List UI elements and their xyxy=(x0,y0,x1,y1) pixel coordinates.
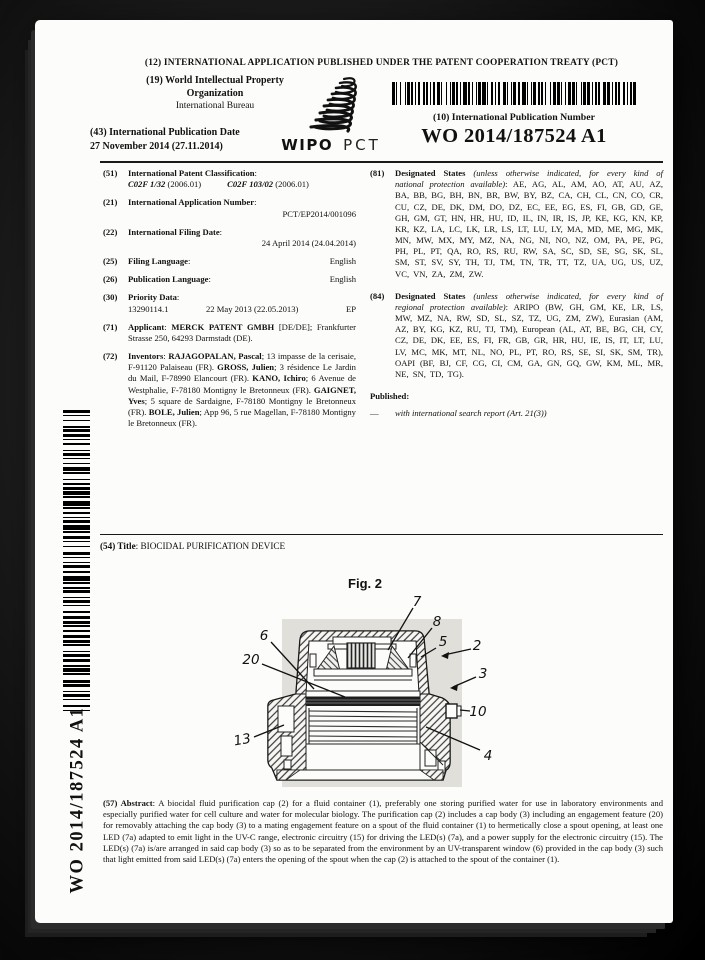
ref-numeral-2: 2 xyxy=(472,638,482,654)
wipo-swirl-icon xyxy=(300,75,362,133)
published-item-text: with international search report (Art. 21(3)) xyxy=(395,408,547,419)
field-72-number: (72) xyxy=(103,351,118,362)
field-84-number: (84) xyxy=(370,290,385,301)
wipo-wordmark: WIPO xyxy=(281,136,334,154)
inventors-text: Inventors: RAJAGOPALAN, Pascal; 13 impasse de la cerisaie, F-91120 Palaiseau (FR). GROSS, Julien; 3 résidence Le Jardin du Mail, F-78990 Elancourt (FR). KANO, Ichiro; 6 Avenue de Westphalie, F-78180 Montigny le Bretonneux (FR). GAIGNET, Yves; 5 square de Sardaigne, F-78180 Montigny le Bretonneux (FR). BOLE, Julien; App 96, 5 rue Magellan, F-78180 Montigny le Bretonneux (FR). xyxy=(128,351,356,429)
application-number: PCT/EP2014/001096 xyxy=(282,208,356,219)
field-21-label: International Application Number: xyxy=(128,197,257,208)
barcode-image xyxy=(392,82,636,105)
publication-language: English xyxy=(329,274,356,285)
publication-number-label: (10) International Publication Number xyxy=(433,112,595,123)
field-25-number: (25) xyxy=(103,256,118,267)
field-51-label: International Patent Classification: xyxy=(128,168,257,178)
field-84 xyxy=(370,291,663,380)
ref-numeral-13: 13 xyxy=(232,730,253,750)
field-51-number: (51) xyxy=(103,168,118,178)
field-21-number: (21) xyxy=(103,197,118,208)
header-divider xyxy=(100,161,663,163)
applicant-text: Applicant: MERCK PATENT GMBH [DE/DE]; Frankfurter Strasse 250, 64293 Darmstadt (DE). xyxy=(128,321,357,343)
pct-treaty-line: (12) INTERNATIONAL APPLICATION PUBLISHED UNDER THE PATENT COOPERATION TREATY (PCT) xyxy=(144,58,619,68)
ref-numeral-7: 7 xyxy=(412,594,422,610)
field-22-number: (22) xyxy=(103,226,118,237)
published-item-dash: — xyxy=(370,408,379,419)
pct-wordmark: PCT xyxy=(343,136,381,154)
title-section xyxy=(100,534,663,551)
field-71 xyxy=(103,322,356,344)
publication-date-label: (43) International Publication Date xyxy=(90,127,240,139)
priority-application-number: 13290114.1 xyxy=(128,303,169,314)
header-right-block xyxy=(357,82,671,148)
designated-states-regional: Designated States (unless otherwise indicated, for every kind of regional protection available): ARIPO (BW, GH, GM, KE, LR, LS, MW, MZ, NA, RW, SD, SL, SZ, TZ, UG, ZM, ZW), Eurasian (AM, AZ, BY, KG, KZ, RU, TJ, TM), European (AL, AT, BE, BG, CH, CY, CZ, DE, DK, EE, ES, FI, FR, GB, GR, HR, HU, IE, IS, IT, LT, LU, LV, MC, MK, MT, NL, NO, PL, PT, RO, RS, SE, SI, SK, SM, TR), OAPI (BF, BJ, CF, CG, CI, CM, GA, GN, GQ, GW, KM, ML, MR, NE, SN, TD, TG). xyxy=(395,290,663,379)
ref-numeral-4: 4 xyxy=(483,748,493,764)
right-column xyxy=(370,168,663,436)
invention-title: (54) Title: BIOCIDAL PURIFICATION DEVICE xyxy=(100,541,286,551)
publication-number: WO 2014/187524 A1 xyxy=(421,125,607,147)
sidebar-publication-number: WO 2014/187524 A1 xyxy=(67,706,88,894)
international-bureau-label: International Bureau xyxy=(175,101,255,111)
field-81 xyxy=(370,168,663,280)
field-25-label: Filing Language: xyxy=(128,256,191,267)
field-26 xyxy=(103,274,356,285)
publication-date-value: 27 November 2014 (27.11.2014) xyxy=(90,140,223,152)
ref-numeral-20: 20 xyxy=(242,652,260,668)
field-25 xyxy=(103,256,356,267)
field-72 xyxy=(103,351,356,429)
filing-date: 24 April 2014 (24.04.2014) xyxy=(261,237,356,248)
ipc-class-a: C02F 1/32 (2006.01) xyxy=(128,179,202,190)
field-26-number: (26) xyxy=(103,274,118,285)
published-label: Published: xyxy=(370,391,410,402)
field-22-label: International Filing Date: xyxy=(128,226,223,237)
ref-numeral-3: 3 xyxy=(478,666,488,682)
field-71-number: (71) xyxy=(103,321,118,332)
field-30-label: Priority Data: xyxy=(128,292,180,303)
priority-date: 22 May 2013 (22.05.2013) xyxy=(206,303,299,314)
filing-language: English xyxy=(329,256,356,267)
ref-numeral-5: 5 xyxy=(438,634,448,650)
field-81-number: (81) xyxy=(370,168,385,178)
org-name-line2: Organization xyxy=(186,87,244,99)
figure-drawing xyxy=(230,594,500,794)
field-21 xyxy=(103,197,356,219)
figure-caption: Fig. 2 xyxy=(348,576,382,591)
org-name-line1: (19) World Intellectual Property xyxy=(146,75,284,86)
field-30-number: (30) xyxy=(103,292,118,303)
field-30 xyxy=(103,292,356,314)
priority-office: EP xyxy=(345,303,356,314)
ipc-class-b: C02F 103/02 (2006.01) xyxy=(227,179,309,190)
field-26-label: Publication Language: xyxy=(128,274,211,285)
left-column xyxy=(103,168,356,436)
field-51 xyxy=(103,168,356,190)
cap-cross-section-drawing xyxy=(230,594,500,794)
abstract-text: (57) Abstract: A biocidal fluid purification cap (2) for a fluid container (1), preferably one storing purified water for use in laboratory environments and especially purified water for cell culture and water for molecular biology. The purification cap (2) includes a cap body (3) including an engagement feature (20) for removably attaching the cap body (3) to a mating engagement feature on a spout of the fluid container (1) to hermetically close a spout opening, at least one LED (7a) adapted to emit light in the UV-C range, electronic circuitry (15) for driving the LED(s) (7a), and a power supply for the electronic circuitry (15). The LED(s) (7a) is/are arranged in said cap body (3) so as to be separated from the environment by an UV-transparent window (6) provided in the cap body (3) such that light emitted from said LED(s) (7a) enters the opening of the spout when the cap (2) is attached to the spout of the container (1). xyxy=(103,798,663,864)
published-block xyxy=(370,391,663,419)
bibliographic-columns xyxy=(103,168,663,436)
designated-states-national: Designated States (unless otherwise indicated, for every kind of national protection available): AE, AG, AL, AM, AO, AT, AU, AZ, BA, BB, BG, BH, BN, BR, BW, BY, BZ, CA, CH, CL, CN, CO, CR, CU, CZ, DE, DK, DM, DO, DZ, EC, EE, EG, ES, FI, GB, GD, GE, GH, GM, GT, HN, HR, HU, ID, IL, IN, IR, IS, JP, KE, KG, KN, KP, KR, KZ, LA, LC, LK, LR, LS, LT, LU, LY, MA, MD, ME, MG, MK, MN, MW, MX, MY, MZ, NA, NG, NI, NO, NZ, OM, PA, PE, PG, PH, PL, PT, QA, RO, RS, RU, RW, SA, SC, SD, SE, SG, SK, SL, SM, ST, SV, SY, TH, TJ, TM, TN, TR, TT, TZ, UA, UG, US, UZ, VC, VN, ZA, ZM, ZW. xyxy=(395,168,663,279)
field-22 xyxy=(103,227,356,249)
patent-front-page xyxy=(35,20,673,923)
sidebar-barcode-image xyxy=(63,410,90,713)
ref-numeral-8: 8 xyxy=(432,614,442,630)
ref-numeral-10: 10 xyxy=(469,704,487,720)
ref-numeral-6: 6 xyxy=(259,628,269,644)
